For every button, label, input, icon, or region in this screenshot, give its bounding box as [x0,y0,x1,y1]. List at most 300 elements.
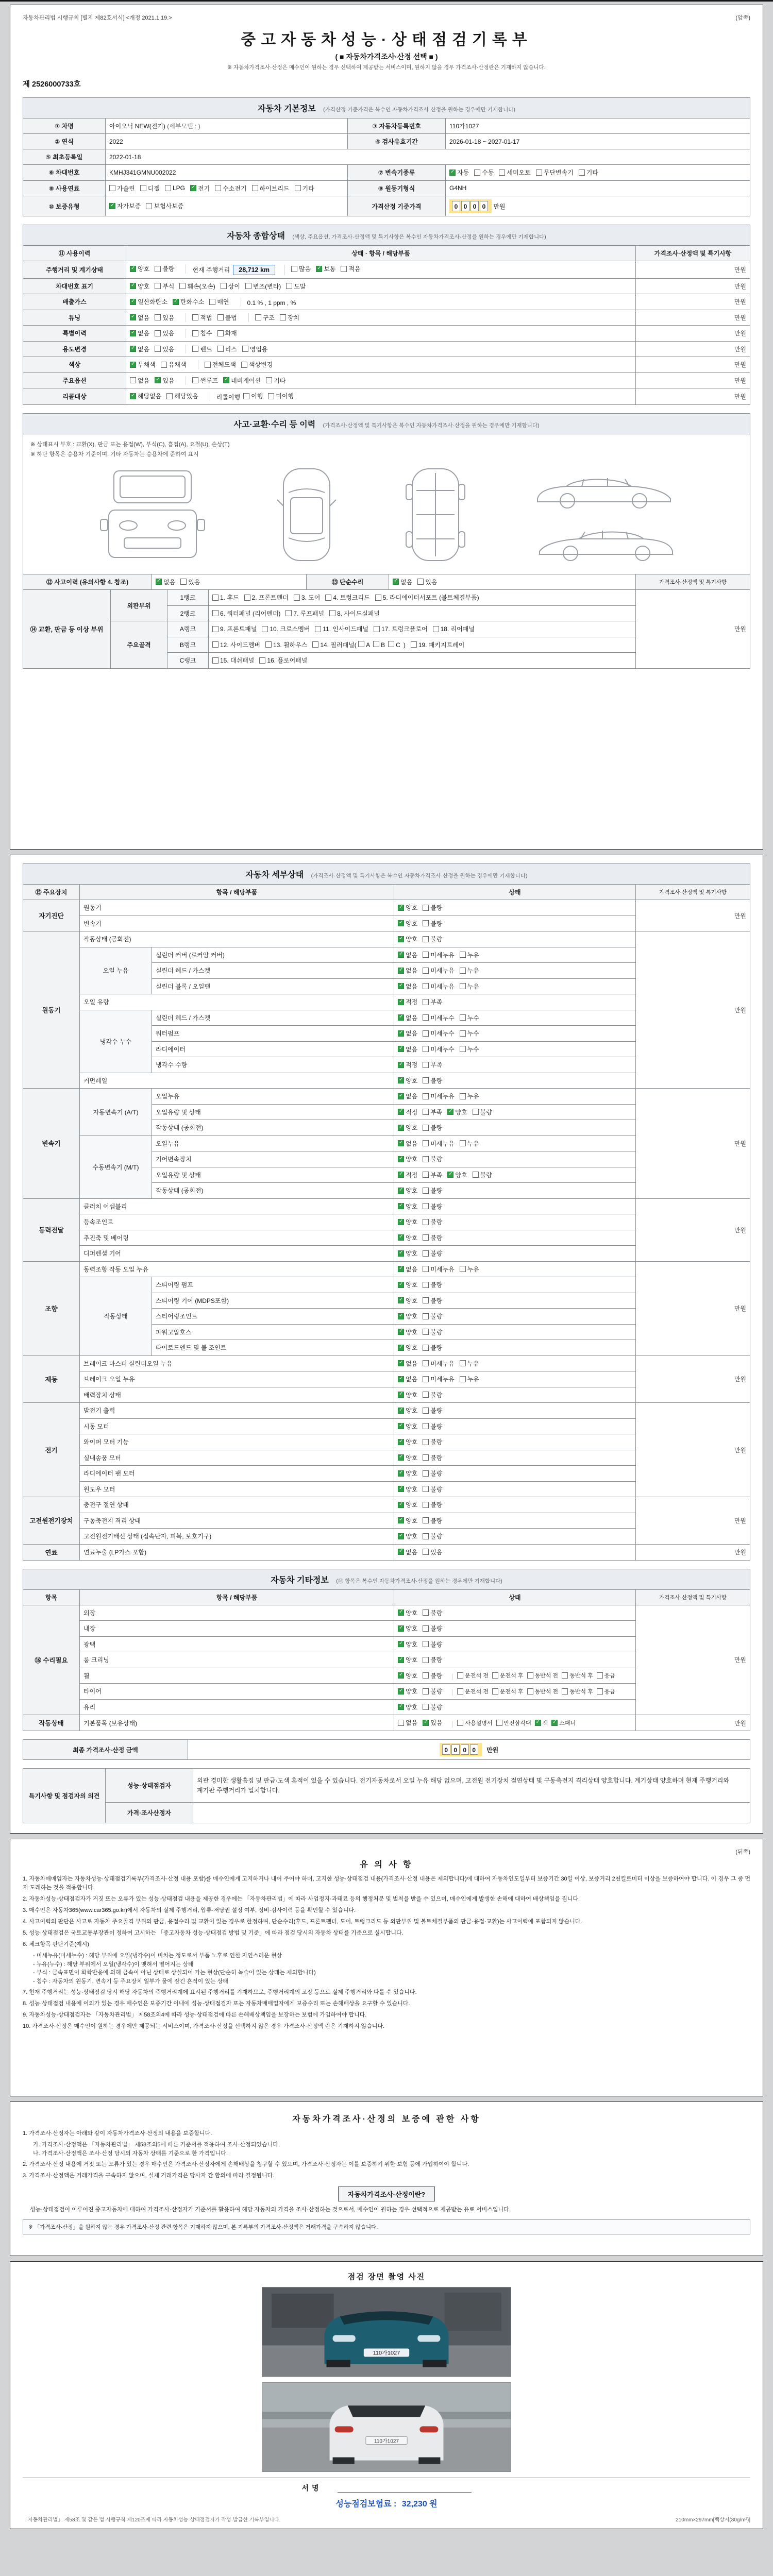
checkbox[interactable] [398,1672,404,1679]
checkbox[interactable] [398,920,404,926]
checkbox[interactable] [109,203,115,209]
checkbox[interactable] [130,346,136,352]
option-label: 누수 [467,1014,479,1022]
checkbox[interactable] [398,936,404,942]
status-options [394,916,636,931]
checkbox[interactable] [155,283,161,289]
checkbox[interactable] [473,1109,479,1115]
checkbox[interactable] [492,1688,498,1694]
option [155,376,174,385]
checkbox[interactable] [398,1533,404,1539]
checkbox[interactable] [423,1030,429,1037]
option-label: 불량 [480,1171,492,1179]
checkbox[interactable] [398,999,404,1005]
checkbox[interactable] [262,626,268,632]
device-row [23,900,750,916]
checkbox[interactable] [398,1470,404,1477]
notice-item: 3. 매수인은 자동차365(www.car365.go.kr)에서 자동차의 실제 주행거리, 압류·저당권 설정 여부, 정비·검사이력 등을 확인할 수 있습니다. [23,1907,356,1914]
checkbox[interactable] [562,1672,568,1679]
checkbox[interactable] [496,1720,502,1726]
option-label: 없음 [163,578,176,586]
checkbox[interactable] [423,1533,429,1539]
checkbox[interactable] [417,579,424,585]
checkbox[interactable] [398,1188,404,1194]
checkbox[interactable] [460,1030,466,1037]
checkbox[interactable] [192,330,198,336]
checkbox[interactable] [423,1313,429,1319]
checkbox[interactable] [423,999,429,1005]
option [423,1171,442,1179]
option [423,1485,442,1494]
checkbox[interactable] [398,1609,404,1616]
checkbox[interactable] [398,1423,404,1429]
checkbox[interactable] [241,362,247,368]
option [492,1671,524,1680]
option-label: 있음 [430,1548,443,1556]
signature-area[interactable] [338,2483,472,2493]
status-part [192,329,242,338]
checkbox[interactable] [423,1625,429,1632]
fuel-options [106,180,348,196]
option-label: 안전삼각대 [503,1720,531,1726]
checkbox[interactable] [398,1345,404,1351]
checkbox[interactable] [398,1502,404,1508]
panel-group-label: 주요골격 [111,621,167,669]
option [398,1233,417,1242]
checkbox[interactable] [398,1439,404,1445]
warranty-terms-list [23,2129,750,2180]
checkbox[interactable] [155,314,161,320]
checkbox[interactable] [457,1688,463,1694]
checkbox[interactable] [130,314,136,320]
checkbox[interactable] [398,1250,404,1257]
checkbox[interactable] [252,185,258,191]
checkbox[interactable] [423,1392,429,1398]
checkbox[interactable] [280,314,286,320]
option [423,1437,442,1446]
checkbox[interactable] [398,1720,404,1726]
checkbox[interactable] [398,1376,404,1382]
checkbox[interactable] [192,346,198,352]
checkbox[interactable] [398,952,404,958]
option [398,1155,417,1163]
option [217,329,237,337]
checkbox[interactable] [166,393,173,399]
column-header: 항목 / 해당부품 [80,1589,394,1605]
checkbox[interactable] [423,1062,429,1068]
checkbox[interactable] [192,314,198,320]
device-row [23,1089,750,1105]
checkbox[interactable] [398,1408,404,1414]
checkbox[interactable] [130,266,136,272]
checkbox[interactable] [244,595,250,601]
usage-item-label: 튜닝 [23,310,126,326]
checkbox[interactable] [473,1172,479,1178]
option-label: 양호 [406,1281,418,1289]
checkbox[interactable] [423,1672,429,1679]
checkbox[interactable] [423,1454,429,1461]
section-detail-condition [23,863,750,1561]
checkbox[interactable] [423,968,429,974]
checkbox[interactable] [423,1203,429,1209]
rank-parts [209,653,636,669]
checkbox[interactable] [423,1093,429,1099]
checkbox[interactable] [316,266,322,272]
checkbox[interactable] [423,920,429,926]
checkbox[interactable] [447,1109,453,1115]
checkbox[interactable] [460,1266,466,1272]
checkbox[interactable] [212,610,219,616]
section-note: (가격조사·산정액 및 특기사항은 복수인 자동차가격조사·산정을 원하는 경우에만 기재합니다) [323,422,540,429]
checkbox[interactable] [398,1282,404,1288]
checkbox[interactable] [217,346,224,352]
price-cell: 만원 [636,1715,750,1731]
checkbox[interactable] [423,1641,429,1647]
checkbox[interactable] [423,1423,429,1429]
checkbox[interactable] [212,641,219,648]
checkbox[interactable] [398,1093,404,1099]
option-label: 매연 [217,298,229,306]
checkbox[interactable] [423,1109,429,1115]
checkbox[interactable] [205,362,211,368]
option [393,578,412,586]
option [423,951,454,959]
device-label: 연료 [23,1544,80,1560]
checkbox[interactable] [255,314,261,320]
checkbox[interactable] [423,936,429,942]
page-meta-row [23,1848,750,1856]
option-label: 양호 [406,920,418,927]
checkbox[interactable] [423,1408,429,1414]
column-header: 상태 [394,885,636,900]
checkbox[interactable] [398,1360,404,1366]
checkbox[interactable] [423,1188,429,1194]
opinion-title: 특기사항 및 점검자의 의견 [23,1769,106,1823]
checkbox[interactable] [161,362,167,368]
checkbox[interactable] [423,1266,429,1272]
checkbox[interactable] [535,1720,541,1726]
checkbox[interactable] [285,610,292,616]
checkbox[interactable] [398,983,404,989]
checkbox[interactable] [398,1125,404,1131]
checkbox[interactable] [460,1360,466,1366]
checkbox[interactable] [398,1046,404,1052]
checkbox[interactable] [536,170,542,176]
checkbox[interactable] [398,968,404,974]
option-label: 있음 [162,345,175,353]
checkbox[interactable] [398,1234,404,1241]
checkbox[interactable] [398,1392,404,1398]
checkbox[interactable] [243,393,249,399]
checkbox[interactable] [265,641,272,648]
checkbox[interactable] [423,1219,429,1225]
rank-label: 1랭크 [167,590,209,606]
checkbox[interactable] [423,1720,429,1726]
part-option [312,640,405,649]
checkbox[interactable] [423,1297,429,1303]
column-header: ⑮ 주요장치 [23,885,80,900]
checkbox[interactable] [460,1093,466,1099]
checkbox[interactable] [460,968,466,974]
option [217,313,237,322]
checkbox[interactable] [398,1704,404,1710]
checkbox[interactable] [179,283,186,289]
option-label: 수소전기 [223,184,247,192]
option-label: 양호 [406,1422,418,1430]
final-price-table [23,1739,750,1760]
checkbox[interactable] [457,1672,463,1679]
checkbox[interactable] [423,1014,429,1021]
checkbox[interactable] [398,1203,404,1209]
checkbox[interactable] [579,170,585,176]
checkbox[interactable] [242,346,248,352]
checkbox[interactable] [130,393,136,399]
checkbox[interactable] [173,299,179,305]
checkbox[interactable] [423,1250,429,1257]
checkbox[interactable] [460,1140,466,1146]
option-label: 불량 [480,1108,492,1116]
checkbox[interactable] [155,266,161,272]
option [398,1060,417,1069]
checkbox[interactable] [423,1172,429,1178]
car-diagrams [29,460,744,570]
usage-item-label: 주요옵션 [23,372,126,388]
checkbox[interactable] [398,1313,404,1319]
checkbox[interactable] [423,1486,429,1492]
checkbox[interactable] [393,579,399,585]
checkbox[interactable] [423,905,429,911]
checkbox[interactable] [212,626,219,632]
checkbox[interactable] [398,905,404,911]
checkbox[interactable] [492,1672,498,1679]
checkbox[interactable] [109,185,115,191]
checkbox[interactable] [398,1625,404,1632]
checkbox[interactable] [374,626,380,632]
option [155,329,174,337]
checkbox[interactable] [398,1172,404,1178]
part-option [433,624,475,633]
accident-history-table [23,574,750,590]
checkbox[interactable] [499,170,505,176]
checkbox[interactable] [315,626,321,632]
checkbox[interactable] [286,283,292,289]
checkbox[interactable] [398,1329,404,1335]
accident-parts-table [23,589,750,669]
item-label: 배력장치 상태 [80,1387,394,1403]
checkbox[interactable] [223,377,229,383]
checkbox[interactable] [180,579,187,585]
checkbox[interactable] [562,1688,568,1694]
checkbox[interactable] [449,170,456,176]
checkbox[interactable] [192,377,198,383]
checkbox[interactable] [423,1125,429,1131]
checkbox[interactable] [460,1014,466,1021]
checkbox[interactable] [155,330,161,336]
checkbox[interactable] [217,330,224,336]
checkbox[interactable] [398,1014,404,1021]
checkbox[interactable] [130,377,136,383]
checkbox[interactable] [130,362,136,368]
checkbox[interactable] [221,283,227,289]
checkbox[interactable] [597,1672,603,1679]
checkbox[interactable] [215,185,221,191]
option-label: 미세누유 [430,1360,455,1367]
checkbox[interactable] [398,1140,404,1146]
checkbox[interactable] [457,1720,463,1726]
checkbox[interactable] [423,1688,429,1694]
option-label: 동반석 후 [569,1673,593,1679]
checkbox[interactable] [398,1156,404,1162]
checkbox[interactable] [398,1688,404,1694]
checkbox[interactable] [423,1609,429,1616]
option-label: 응급 [604,1673,615,1679]
checkbox[interactable] [423,1704,429,1710]
checkbox[interactable] [156,579,162,585]
checkbox[interactable] [433,626,439,632]
checkbox[interactable] [398,1109,404,1115]
checkbox[interactable] [398,1297,404,1303]
checkbox[interactable] [165,185,171,191]
checkbox[interactable] [130,299,136,305]
appraiser-opinion-text [193,1803,750,1823]
status-options [394,931,636,947]
checkbox[interactable] [423,1549,429,1555]
page-2 [10,855,763,1834]
section-title: 자동차 기타정보 [271,1575,329,1585]
checkbox[interactable] [447,1172,453,1178]
checkbox[interactable] [423,1657,429,1663]
status-options [394,1340,636,1356]
option-label: 양호 [406,1470,418,1477]
checkbox[interactable] [423,1156,429,1162]
option [291,264,311,273]
checkbox[interactable] [398,1454,404,1461]
price-cell: 만원 [636,590,750,669]
checkbox[interactable] [130,330,136,336]
checkbox[interactable] [398,1030,404,1037]
checkbox[interactable] [398,1549,404,1555]
option-label: C [396,641,400,649]
checkbox[interactable] [358,641,364,647]
checkbox[interactable] [527,1688,533,1694]
checkbox[interactable] [209,299,215,305]
option [460,1029,479,1038]
device-label: 작동상태 [23,1715,80,1731]
item-label: 윈도우 모터 [80,1481,394,1497]
checkbox[interactable] [423,1360,429,1366]
checkbox[interactable] [423,1517,429,1523]
checkbox[interactable] [295,185,301,191]
checkbox[interactable] [460,1046,466,1052]
checkbox[interactable] [411,641,417,648]
checkbox[interactable] [460,1376,466,1382]
option-label: 불량 [430,1202,443,1210]
checkbox[interactable] [155,346,161,352]
checkbox[interactable] [266,377,272,383]
checkbox[interactable] [294,595,300,601]
checkbox[interactable] [423,1470,429,1477]
checkbox[interactable] [140,185,146,191]
status-options [394,1636,636,1652]
checkbox[interactable] [423,1329,429,1335]
option [423,1249,442,1258]
usage-status [126,326,636,342]
checkbox[interactable] [597,1688,603,1694]
checkbox[interactable] [527,1672,533,1679]
checkbox[interactable] [212,657,219,664]
checkbox[interactable] [460,952,466,958]
checkbox[interactable] [373,641,379,647]
option-label: 불량 [430,1485,443,1493]
checkbox[interactable] [312,641,318,648]
checkbox[interactable] [329,610,335,616]
checkbox[interactable] [423,1046,429,1052]
device-label: 동력전달 [23,1198,80,1261]
checkbox[interactable] [291,266,297,272]
checkbox[interactable] [423,1502,429,1508]
checkbox[interactable] [423,983,429,989]
checkbox[interactable] [474,170,480,176]
car-name-value: 아이오닉 NEW(전기) [109,123,165,130]
checkbox[interactable] [398,1077,404,1083]
checkbox[interactable] [155,377,161,383]
price-cell: 만원 [636,261,750,279]
device-label: 제동 [23,1355,80,1403]
option [423,1139,454,1148]
checkbox[interactable] [423,1439,429,1445]
checkbox[interactable] [398,1062,404,1068]
opinion-table [23,1768,750,1823]
checkbox[interactable] [388,641,394,647]
checkbox[interactable] [245,283,251,289]
checkbox[interactable] [398,1219,404,1225]
checkbox[interactable] [341,266,347,272]
checkbox[interactable] [423,1234,429,1241]
checkbox[interactable] [212,595,219,601]
checkbox[interactable] [423,1345,429,1351]
checkbox[interactable] [398,1486,404,1492]
notice-item: 6. 체크항목 판단기준(예시) [23,1941,89,1948]
checkbox[interactable] [325,595,331,601]
option-label: 양호 [138,265,150,273]
option [255,313,275,322]
document-subtitle: ( ■ 자동차가격조사·산정 선택 ■ ) [335,53,438,61]
checkbox[interactable] [423,1376,429,1382]
checkbox[interactable] [375,595,381,601]
checkbox[interactable] [423,1077,429,1083]
checkbox[interactable] [217,314,224,320]
option [266,376,285,385]
checkbox[interactable] [130,283,136,289]
checkbox[interactable] [398,1517,404,1523]
checkbox[interactable] [423,1282,429,1288]
option-label: 없음 [406,951,418,959]
usage-row [23,261,750,279]
checkbox[interactable] [398,1641,404,1647]
checkbox[interactable] [268,393,274,399]
checkbox[interactable] [398,1657,404,1663]
checkbox[interactable] [190,185,196,191]
checkbox[interactable] [423,1140,429,1146]
checkbox[interactable] [460,983,466,989]
checkbox[interactable] [423,952,429,958]
part-option [262,624,310,633]
checkbox[interactable] [146,203,152,209]
checkbox[interactable] [398,1266,404,1272]
option [398,1655,417,1664]
checkbox[interactable] [551,1720,558,1726]
checkbox[interactable] [259,657,265,664]
